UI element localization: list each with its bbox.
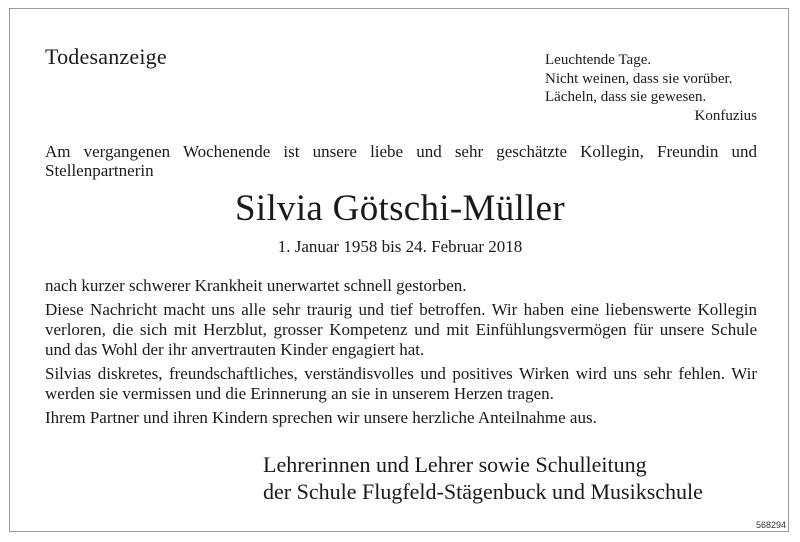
intro-text: Am vergangenen Wochenende ist unsere liebe und sehr geschätzte Kollegin, Freundin und Stellenpartnerin [45, 142, 757, 180]
deceased-name: Silvia Götschi-Müller [234, 188, 565, 229]
notice-heading: Todesanzeige [45, 44, 167, 69]
signature-line: Lehrerinnen und Lehrer sowie Schulleitung [263, 452, 647, 477]
quote-line: Leuchtende Tage. [545, 52, 652, 68]
body-paragraph: Ihrem Partner und ihren Kindern sprechen wir unsere herzliche Anteilnahme aus. [45, 408, 597, 427]
reference-number: 568294 [755, 520, 786, 530]
signature-line: der Schule Flugfeld-Stägenbuck und Musikschule [263, 479, 703, 504]
body-paragraph: Diese Nachricht macht uns alle sehr traurig und tief betroffen. Wir haben eine liebenswerte Kollegin verloren, die sich mit Herzblut, grosser Kompetenz und mit Einfühlungsvermögen für unsere Schule und das Wohl der ihr anvertrauten Kinder engagiert hat. [45, 300, 757, 359]
quote-author: Konfuzius [694, 107, 757, 124]
quote-block [545, 51, 757, 125]
quote-line: Nicht weinen, dass sie vorüber. [545, 70, 733, 87]
body-paragraph: Silvias diskretes, freundschaftliches, verständisvolles und positives Wirken wird uns sehr fehlen. Wir werden sie vermissen und die Erinnerung an sie in unserem Herzen tragen. [45, 364, 757, 403]
notice-body [45, 276, 757, 432]
life-dates: 1. Januar 1958 bis 24. Februar 2018 [277, 237, 523, 256]
signature-block [263, 451, 763, 505]
body-paragraph: nach kurzer schwerer Krankheit unerwartet schnell gestorben. [45, 276, 467, 295]
quote-line: Lächeln, dass sie gewesen. [545, 89, 707, 105]
